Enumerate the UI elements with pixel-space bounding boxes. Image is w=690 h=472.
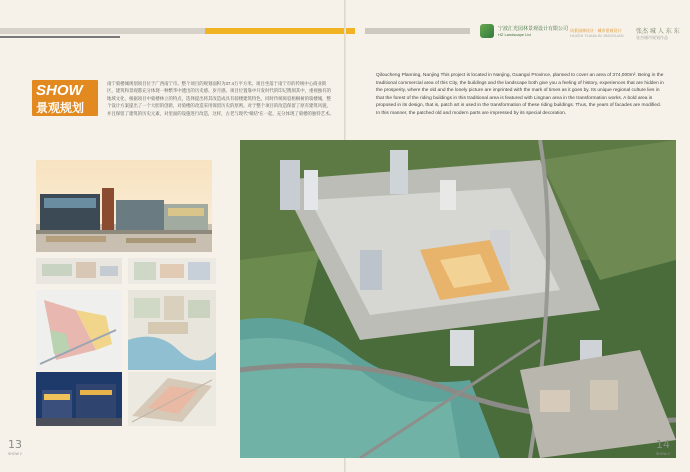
header-stripe-dark	[0, 36, 120, 38]
section-title-cn: 景观规划	[36, 101, 85, 115]
tagline-line1: 风景园林设计 · 城市景观设计	[570, 28, 622, 33]
tagline	[570, 28, 630, 38]
page-number-right: 14	[656, 438, 670, 451]
page-number-right-sub: SHOW 2	[656, 452, 670, 456]
section-title-en: SHOW	[36, 82, 83, 99]
brand-right-subtitle: 张杰城市规划作品	[636, 35, 668, 40]
page-number-left: 13	[8, 438, 22, 451]
company-logo	[480, 24, 568, 38]
site-plan-diagram	[36, 290, 122, 370]
street-rendering-image	[36, 160, 212, 252]
night-rendering-image	[36, 372, 122, 426]
header-stripe-yellow	[205, 28, 355, 34]
page-number-left-sub: SHOW 2	[8, 452, 22, 456]
aerial-city-rendering	[240, 140, 676, 458]
brand-right-title: 张杰 城 人 东 东	[636, 28, 680, 35]
tagline-line2: HUIZHI YUANLIN JINGGUAN	[570, 33, 624, 38]
company-name-cn: 宁波汇光园林景观设计有限公司	[498, 25, 569, 32]
company-name-en: HZ Landscape Ltd	[498, 31, 531, 37]
plan-thumbnail-2	[128, 258, 216, 284]
brand-right	[636, 26, 686, 41]
header-stripe-grey	[0, 28, 205, 34]
street-plan-image	[128, 372, 216, 426]
chinese-description: 南宁骑楼城规划项目位于广西南宁市。整个项目的规划面积为37.4万平方米。项目坐落于南宁市的传统中心商业街区，建筑和景观都充分体现一种繁华中透出的历史感、岁月感。项目位置靠中开发时代的印记镌刻其中，重视独有的地域文化，根据项目中骑楼林立的特点，选择提出将其改造成具有骑楼建筑特色，同时传统斑驳梧桐树的骑楼城，整个设计方案提出了一个大胆的创新，对骑楼的改造采用保留历史的原则。对于整个项目的改造保留了原有建筑风貌，并且保留了建筑的历史元素，对里面的设施进行改造，这样，古老与现代“相结”在一起，充分体现了骑楼的独特艺术。	[107, 81, 334, 116]
english-description: Qiloucheng Planning, Nanjing This project is located in Nanjing, Guangxi Province, planned to cover an area of 374,000m². Being in the traditional commercial area of this City, the buildings and the landscape both give you a feeling of history, experiences that are hidden in the prosperity, where the old and the lonely picture are imprinted with the mark of times as it goes by. Its unique regional culture lies in that the forest of the riding buildings in this traditional area is featured with Lingnan area in the transformation works. A bold area is proposed in its design, that is, patch art is used in the transformation of these riding buildings. Thus, the years of facades are modified. In this manner, the patched old and modern parts are impressed by its special decoration.	[376, 73, 664, 116]
leaf-logo-icon	[480, 24, 494, 38]
header-stripe-grey-right	[365, 28, 470, 34]
section-title-box	[32, 80, 98, 116]
master-plan-image	[128, 290, 216, 370]
plan-thumbnail-1	[36, 258, 122, 284]
